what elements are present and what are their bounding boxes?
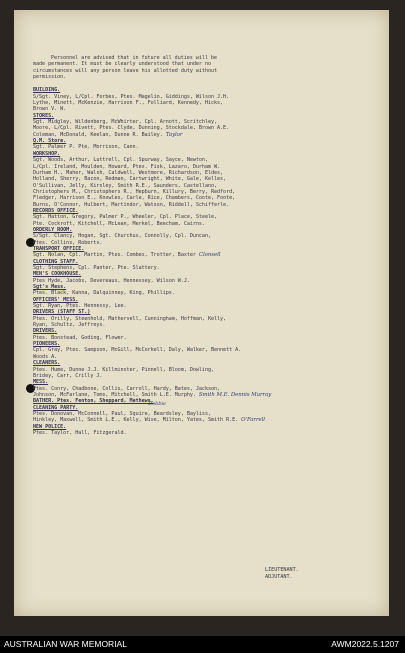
personnel-line: Cpl. Gray, Ptes. Sampson, McGill, McCorkell, Daly, Walker, Bennett A. xyxy=(33,347,242,354)
signature-block xyxy=(265,567,299,581)
duty-section xyxy=(33,151,363,208)
handwritten-annotation: Smith M.E. Dennis Murray xyxy=(198,391,272,398)
duty-section xyxy=(33,284,363,297)
personnel-line: Sgt. Palmer P. Pte. Morrison, Cann. xyxy=(33,144,139,151)
intro-line: circumstances will any person leave his allotted duty without xyxy=(33,67,218,74)
section-heading: TRANSPORT OFFICE. xyxy=(33,245,85,252)
section-heading: Q.M. Store. xyxy=(33,138,67,145)
duty-section xyxy=(33,309,363,328)
personnel-line: Bridey, Carr, Crilly J. xyxy=(33,372,103,379)
section-heading: Sgt's Mess. xyxy=(33,284,67,291)
personnel-line: S/Sgt. Viney, L/Cpl. Forbes, Ptes. Magelin, Giddings, Wilson J.H. xyxy=(33,93,230,100)
duty-section xyxy=(33,424,363,437)
section-heading: MESS. xyxy=(33,379,49,386)
personnel-line: Moore, L/Cpl. Rivett, Ptes. Clyde, Dunning, Stockdale, Brown A.E. xyxy=(33,125,230,132)
personnel-line: Sgt. Nolan, Cpl. Martin, Ptes. Combes, Trotter, Baxter xyxy=(33,252,196,259)
section-heading: NEW POLICE. xyxy=(33,423,67,430)
personnel-line: Johnson, McFarlane, Toms, Mitchell, Smith L.E. Murphy. xyxy=(33,391,196,398)
footer-institution: AUSTRALIAN WAR MEMORIAL xyxy=(4,639,127,649)
duty-sections xyxy=(33,87,363,436)
personnel-line: Lythe, Minett, McKenzie, Harrison F., Folliard, Kennedy, Hicks, xyxy=(33,100,224,107)
duty-section xyxy=(33,138,363,151)
personnel-line: Ptes Hyde, Jacobs, Devereaux, Hennessey, Wilson W.J. xyxy=(33,277,190,284)
section-heading: PIONEERS. xyxy=(33,341,61,348)
personnel-line: S/Sgt. Clancy, Hogan, Sgt. Churchus, Connolly, Cpl. Duncan, xyxy=(33,233,211,240)
section-heading: CLEANING PARTY. xyxy=(33,404,79,411)
duty-section xyxy=(33,379,363,398)
personnel-line: Ptes. Bonstead, Goding, Flower. xyxy=(33,334,127,341)
personnel-line: Hinkley, Maxwell, Smith L.E., Kelly, Wise, Milton, Yates, Smith R.E. xyxy=(33,417,239,424)
section-heading: DRIVERS (STAFF ST.) xyxy=(33,309,91,316)
handwritten-annotation: Dobbie xyxy=(148,400,166,407)
personnel-line: Ptes. Taylor, Hall, Fitzgerald. xyxy=(33,429,127,436)
personnel-line: Sgt. Ryan, Ptes. Hennessy, Lee. xyxy=(33,303,127,310)
intro-line: permission. xyxy=(33,74,67,81)
section-heading: STORES. xyxy=(33,112,55,119)
section-heading: BATHER. Ptes. Fenton, Sheppard, Mathews. xyxy=(33,398,154,405)
personnel-line: Sgt. Hatton, Gregory, Palmer P., Wheeler, Cpl. Place, Steele, xyxy=(33,214,218,221)
section-heading: CLEANERS. xyxy=(33,360,61,367)
personnel-line: Christophers M., Christophers R., Hepburn, Killury, Berry, Redford, xyxy=(33,188,236,195)
handwritten-annotation: Taylor xyxy=(165,131,183,138)
handwritten-annotation: Clonsell xyxy=(198,252,221,259)
section-heading: OFFICERS' MESS. xyxy=(33,296,79,303)
personnel-line: Ptes. Conry, Chadbone, Collis, Carroll, Hardy, Bates, Jackson, xyxy=(33,385,221,392)
section-heading: DRIVERS. xyxy=(33,328,58,335)
signature-role: ADJUTANT. xyxy=(265,574,293,580)
personnel-line: Ryan, Schultz, Jeffreys. xyxy=(33,322,106,329)
footer-catalogue-id: AWM2022.5.1207 xyxy=(331,639,399,649)
section-heading: MEN'S COOKHOUSE. xyxy=(33,271,82,278)
duty-section xyxy=(33,360,363,379)
personnel-line: Ptes. Black, Kanna, Dalquinney, King, Phillips. xyxy=(33,290,175,297)
duty-section xyxy=(33,87,363,112)
personnel-line: Ptes. Donovan, McConnell, Paul, Squire, Beardsley, Bayliss, xyxy=(33,410,211,417)
duty-section xyxy=(33,208,363,227)
duty-section xyxy=(33,259,363,272)
personnel-line: Ptes. Collins, Roberts. xyxy=(33,239,103,246)
duty-section xyxy=(33,227,363,246)
personnel-line: Fledger, Harrison E., Knowles, Carle, Rice, Chambers, Coote, Foote, xyxy=(33,195,236,202)
intro-paragraph xyxy=(33,55,363,80)
personnel-line: L/Cpl. Ireland, Moulden, Howard, Ptes. Fisk, Lazaro, Durham W. xyxy=(33,163,221,170)
duty-section xyxy=(33,341,363,360)
personnel-line: Coleman, McDonald, Keelan, Dunne R. Bailey. xyxy=(33,131,163,138)
personnel-line: Brown V. W. xyxy=(33,106,67,113)
intro-line: made permanent. It must be clearly understood that under no xyxy=(33,61,211,68)
personnel-line: Ptes. Orilly, Steenhold, Mathervell, Cunningham, Hoffman, Kelly, xyxy=(33,315,227,322)
personnel-line: Woods A. xyxy=(33,353,58,360)
personnel-line: Durham H., Maher, Walsh, Caldwell, Westmore, Richardson, Eldes, xyxy=(33,169,224,176)
duty-section xyxy=(33,113,363,138)
personnel-line: O'Sullivan, Jelly, Kirsley, Smith R.E., Saunders, Castellano, xyxy=(33,182,218,189)
duty-section xyxy=(33,297,363,310)
duty-section xyxy=(33,271,363,284)
handwritten-annotation: O'Farrell xyxy=(241,417,265,424)
section-heading: BUILDING. xyxy=(33,87,61,94)
signature-rank: LIEUTENANT. xyxy=(265,567,299,573)
personnel-line: Ptes. Hume, Dunne J.J. Killminster, Pinnell, Bloom, Dowling, xyxy=(33,366,215,373)
section-heading: CLOTHING STAFF. xyxy=(33,258,79,265)
personnel-line: Pte. Cockroft, Kitchell, McLean, Merkel, Beecham, Cairns. xyxy=(33,220,205,227)
section-heading: WORKSHOP. xyxy=(33,150,61,157)
document-body xyxy=(33,55,363,436)
duty-section xyxy=(33,246,363,259)
personnel-line: Burns, O'Connor, Hulbert, Martindor, Watson, Riddell, Schifferle. xyxy=(33,201,230,208)
personnel-line: Sgt. Midgley, Wildenberg, McWhirter, Cpl. Arnott, Scritchley, xyxy=(33,119,218,126)
personnel-line: Holland, Sherry, Bacon, Redman, Cartwright, White, Gale, Kelles, xyxy=(33,176,227,183)
section-heading: RECORDS OFFICE. xyxy=(33,207,79,214)
section-heading: ORDERLY ROOM. xyxy=(33,226,73,233)
personnel-line: Sgt. Woods, Arthur, Luttrell, Cpl. Spurway, Sayce, Newton, xyxy=(33,157,208,164)
intro-line: Personnel are advised that in future all duties will be xyxy=(51,55,217,61)
footer-bar xyxy=(0,636,405,653)
duty-section xyxy=(33,328,363,341)
personnel-line: Sgt. Stephens, Cpl. Panter, Pte. Slattery. xyxy=(33,265,160,271)
